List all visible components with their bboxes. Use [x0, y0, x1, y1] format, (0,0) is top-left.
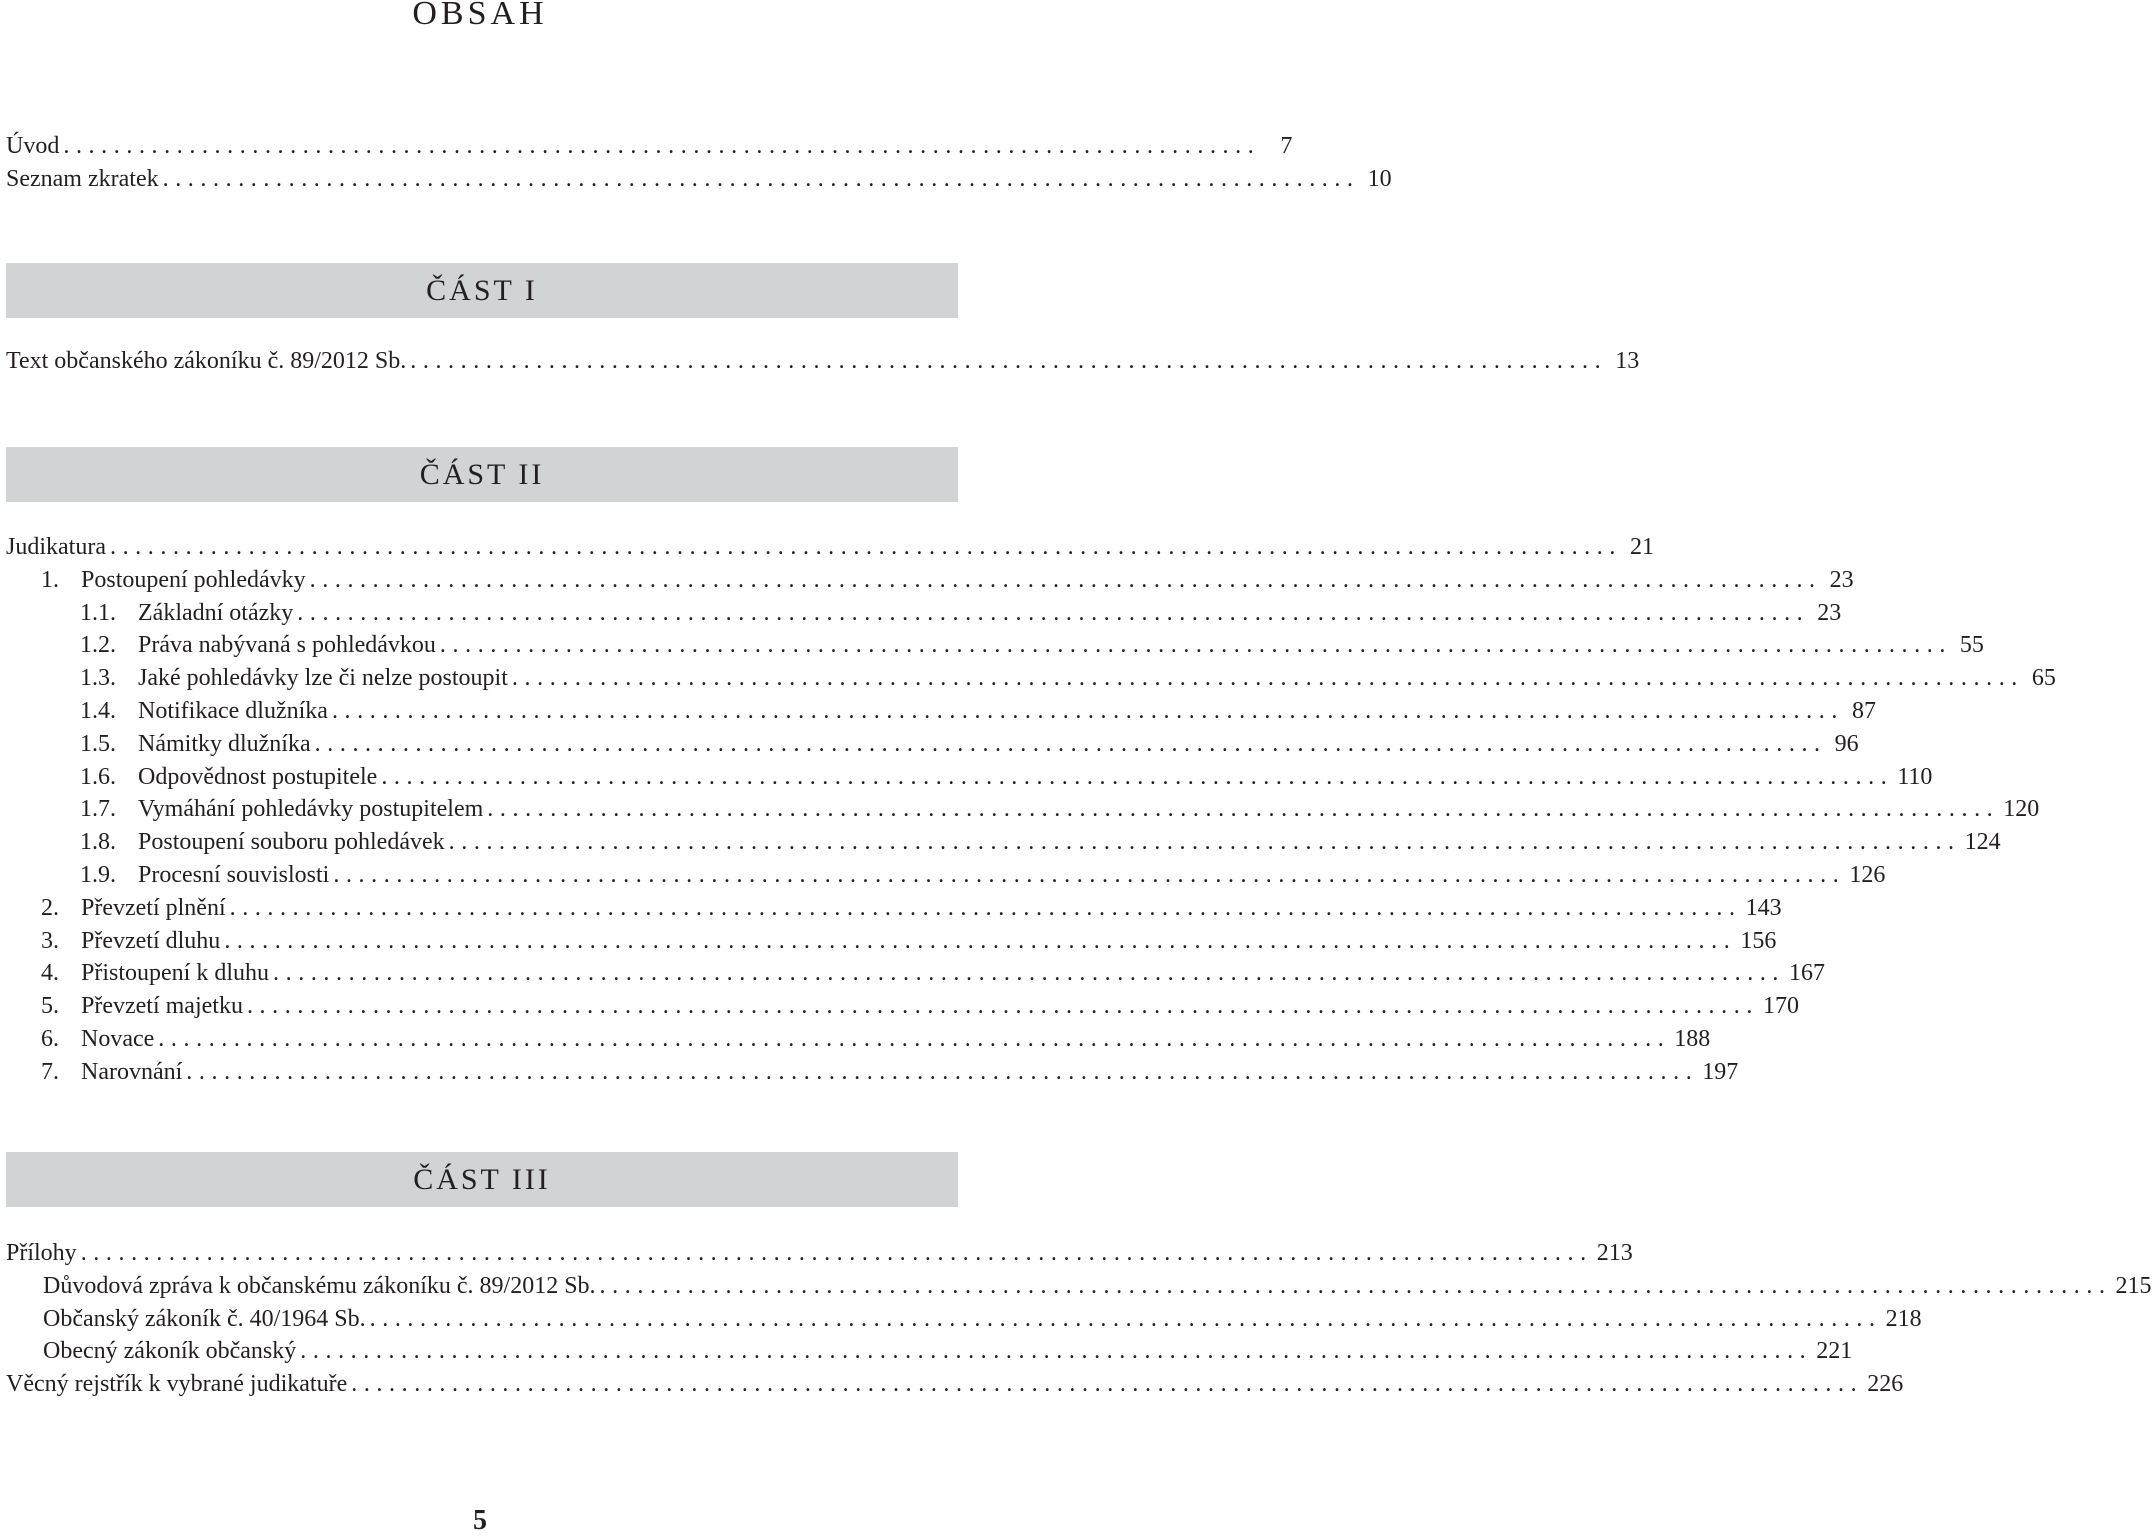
toc-entry[interactable] — [80, 793, 2040, 826]
leader-dots: ........................................................................................................................ — [314, 730, 1827, 757]
toc-entry-number: 1. — [41, 566, 59, 593]
toc-entry-label: Text občanského zákoníku č. 89/2012 Sb. — [6, 348, 407, 374]
toc-entry-label: Práva nabývaná s pohledávkou — [138, 632, 436, 659]
part-heading-1: ČÁST I — [6, 263, 958, 318]
toc-entry[interactable] — [43, 1335, 1853, 1368]
toc-entry-page: 126 — [1849, 862, 1886, 888]
toc-entry[interactable] — [41, 990, 1799, 1023]
leader-dots: ........................................................................................................................ — [297, 599, 1810, 626]
toc-entry-label: Postoupení pohledávky — [81, 566, 306, 593]
toc-entry-page: 188 — [1674, 1026, 1711, 1052]
toc-entry-page: 23 — [1829, 566, 1854, 593]
toc-entry[interactable] — [80, 629, 1984, 662]
toc-entry[interactable] — [41, 1056, 1739, 1089]
leader-dots: ........................................................................................................................ — [186, 1058, 1699, 1085]
toc-entry-number: 7. — [41, 1058, 59, 1085]
leader-dots: ........................................................................................................................ — [224, 927, 1737, 954]
leader-dots: ........................................................................................................................ — [381, 763, 1894, 790]
toc-entry-number: 6. — [41, 1026, 59, 1052]
toc-entry-label: Vymáhání pohledávky postupitelem — [138, 796, 484, 823]
leader-dots: ........................................................................................................................ — [599, 1272, 2112, 1299]
toc-entry-label: Narovnání — [81, 1058, 183, 1085]
toc-entry-page: 21 — [1629, 534, 1654, 560]
toc-entry-page: 23 — [1817, 599, 1842, 626]
toc-entry[interactable] — [80, 728, 1859, 761]
toc-entry-page: 215 — [2115, 1272, 2152, 1299]
toc-entry-label: Přílohy — [6, 1240, 77, 1266]
toc-entry[interactable] — [80, 761, 1933, 794]
toc-entry[interactable] — [80, 597, 1842, 630]
part-heading-3: ČÁST III — [6, 1152, 958, 1207]
toc-entry[interactable] — [41, 1023, 1711, 1056]
toc-entry-label: Základní otázky — [138, 599, 294, 626]
toc-entry-page: 65 — [2031, 665, 2056, 692]
toc-entry-label: Námitky dlužníka — [138, 730, 311, 757]
toc-entry-uvod[interactable] — [6, 130, 1293, 163]
toc-entry[interactable] — [41, 564, 1854, 597]
toc-entry-label: Převzetí dluhu — [81, 927, 221, 954]
leader-dots: ............................................................................................... — [410, 348, 1608, 374]
leader-dots: ........................................................................................................................ — [158, 1026, 1671, 1052]
toc-entry-page: 96 — [1834, 730, 1859, 757]
toc-entry-number: 1.2. — [80, 632, 116, 659]
toc-entry-page: 213 — [1596, 1240, 1633, 1266]
leader-dots: ........................................................................................................................ — [246, 993, 1759, 1020]
toc-entry[interactable] — [43, 1303, 1922, 1336]
toc-entry-page: 170 — [1762, 993, 1799, 1020]
toc-entry-page: 55 — [1959, 632, 1984, 659]
toc-entry-label: Postoupení souboru pohledávek — [138, 829, 445, 856]
part-heading-2: ČÁST II — [6, 447, 958, 502]
leader-dots: ........................................................................................................................ — [487, 796, 2000, 823]
toc-entry-page: 156 — [1740, 927, 1777, 954]
toc-entry-number: 1.1. — [80, 599, 116, 626]
leader-dots: ........................................................................................................................ — [369, 1305, 1882, 1332]
toc-entry-label: Seznam zkratek — [6, 166, 159, 192]
toc-entry[interactable] — [80, 695, 1876, 728]
toc-entry-label: Novace — [81, 1026, 155, 1052]
toc-entry-label: Převzetí plnění — [81, 894, 226, 921]
leader-dots: ........................................................................................................................ — [331, 698, 1844, 724]
toc-entry-page: 167 — [1789, 960, 1826, 987]
toc-entry-page: 218 — [1885, 1305, 1922, 1332]
toc-entry-number: 5. — [41, 993, 59, 1020]
toc-entry-label: Jaké pohledávky lze či nelze postoupit — [138, 665, 508, 692]
toc-entry-label: Úvod — [6, 133, 60, 159]
toc-entry-label: Odpovědnost postupitele — [138, 763, 378, 790]
toc-entry-page: 10 — [1367, 166, 1392, 192]
toc-entry[interactable] — [6, 531, 1654, 564]
toc-entry-number: 3. — [41, 927, 59, 954]
toc-entry[interactable] — [80, 662, 2056, 695]
toc-entry-label: Obecný zákoník občanský — [43, 1338, 297, 1365]
leader-dots: ........................................................................................................................ — [439, 632, 1952, 659]
leader-dots: ........................................................................................................................ — [511, 665, 2024, 692]
leader-dots: ........................................................................................................................ — [333, 862, 1846, 888]
toc-entry-label: Převzetí majetku — [81, 993, 243, 1020]
toc-entry-label: Procesní souvislosti — [138, 862, 330, 888]
leader-dots: ........................................................................................................................ — [351, 1371, 1864, 1398]
toc-entry-number: 1.7. — [80, 796, 116, 823]
leader-dots: ............................................................................................... — [162, 166, 1360, 192]
toc-entry-label: Věcný rejstřík k vybrané judikatuře — [6, 1371, 348, 1398]
toc-entry-number: 4. — [41, 960, 59, 987]
toc-entry[interactable] — [41, 957, 1826, 990]
toc-entry[interactable] — [43, 1270, 2152, 1303]
toc-entry-label: Přistoupení k dluhu — [81, 960, 270, 987]
toc-entry-number: 1.5. — [80, 730, 116, 757]
toc-entry[interactable] — [41, 892, 1782, 925]
leader-dots: ........................................................................................................................ — [300, 1338, 1813, 1365]
toc-entry[interactable] — [41, 925, 1777, 958]
toc-entry-page: 124 — [1964, 829, 2001, 856]
toc-title: OBSAH — [412, 0, 548, 32]
page-number: 5 — [473, 1505, 487, 1536]
toc-entry[interactable] — [6, 1237, 1633, 1270]
toc-entry-number: 1.4. — [80, 698, 116, 724]
leader-dots: ............................................................................................... — [63, 133, 1261, 159]
toc-entry-page: 197 — [1702, 1058, 1739, 1085]
toc-entry-page: 7 — [1280, 133, 1293, 159]
toc-entry-page: 87 — [1851, 698, 1876, 724]
toc-entry-number: 1.9. — [80, 862, 116, 888]
leader-dots: ........................................................................................................................ — [109, 534, 1622, 560]
toc-entry[interactable] — [80, 826, 2001, 859]
toc-entry-page: 221 — [1816, 1338, 1853, 1365]
toc-entry-page: 110 — [1897, 763, 1933, 790]
leader-dots: ........................................................................................................................ — [273, 960, 1786, 987]
toc-entry-text-oz[interactable] — [6, 345, 1640, 378]
toc-entry-number: 1.3. — [80, 665, 116, 692]
toc-entry-label: Občanský zákoník č. 40/1964 Sb. — [43, 1305, 366, 1332]
toc-entry-seznam-zkratek[interactable] — [6, 163, 1392, 196]
toc-entry-page: 120 — [2003, 796, 2040, 823]
toc-entry-number: 1.8. — [80, 829, 116, 856]
toc-entry-label: Důvodová zpráva k občanskému zákoníku č. 89/2012 Sb. — [43, 1272, 596, 1299]
leader-dots: ........................................................................................................................ — [229, 894, 1742, 921]
leader-dots: ........................................................................................................................ — [448, 829, 1961, 856]
toc-entry[interactable] — [6, 1368, 1904, 1401]
toc-entry[interactable] — [80, 859, 1886, 892]
toc-entry-page: 13 — [1615, 348, 1640, 374]
toc-entry-label: Notifikace dlužníka — [138, 698, 328, 724]
leader-dots: ........................................................................................................................ — [309, 566, 1822, 593]
toc-entry-number: 1.6. — [80, 763, 116, 790]
toc-entry-page: 226 — [1867, 1371, 1904, 1398]
toc-entry-number: 2. — [41, 894, 59, 921]
toc-entry-label: Judikatura — [6, 534, 106, 560]
leader-dots: ........................................................................................................................ — [80, 1240, 1593, 1266]
toc-entry-page: 143 — [1745, 894, 1782, 921]
